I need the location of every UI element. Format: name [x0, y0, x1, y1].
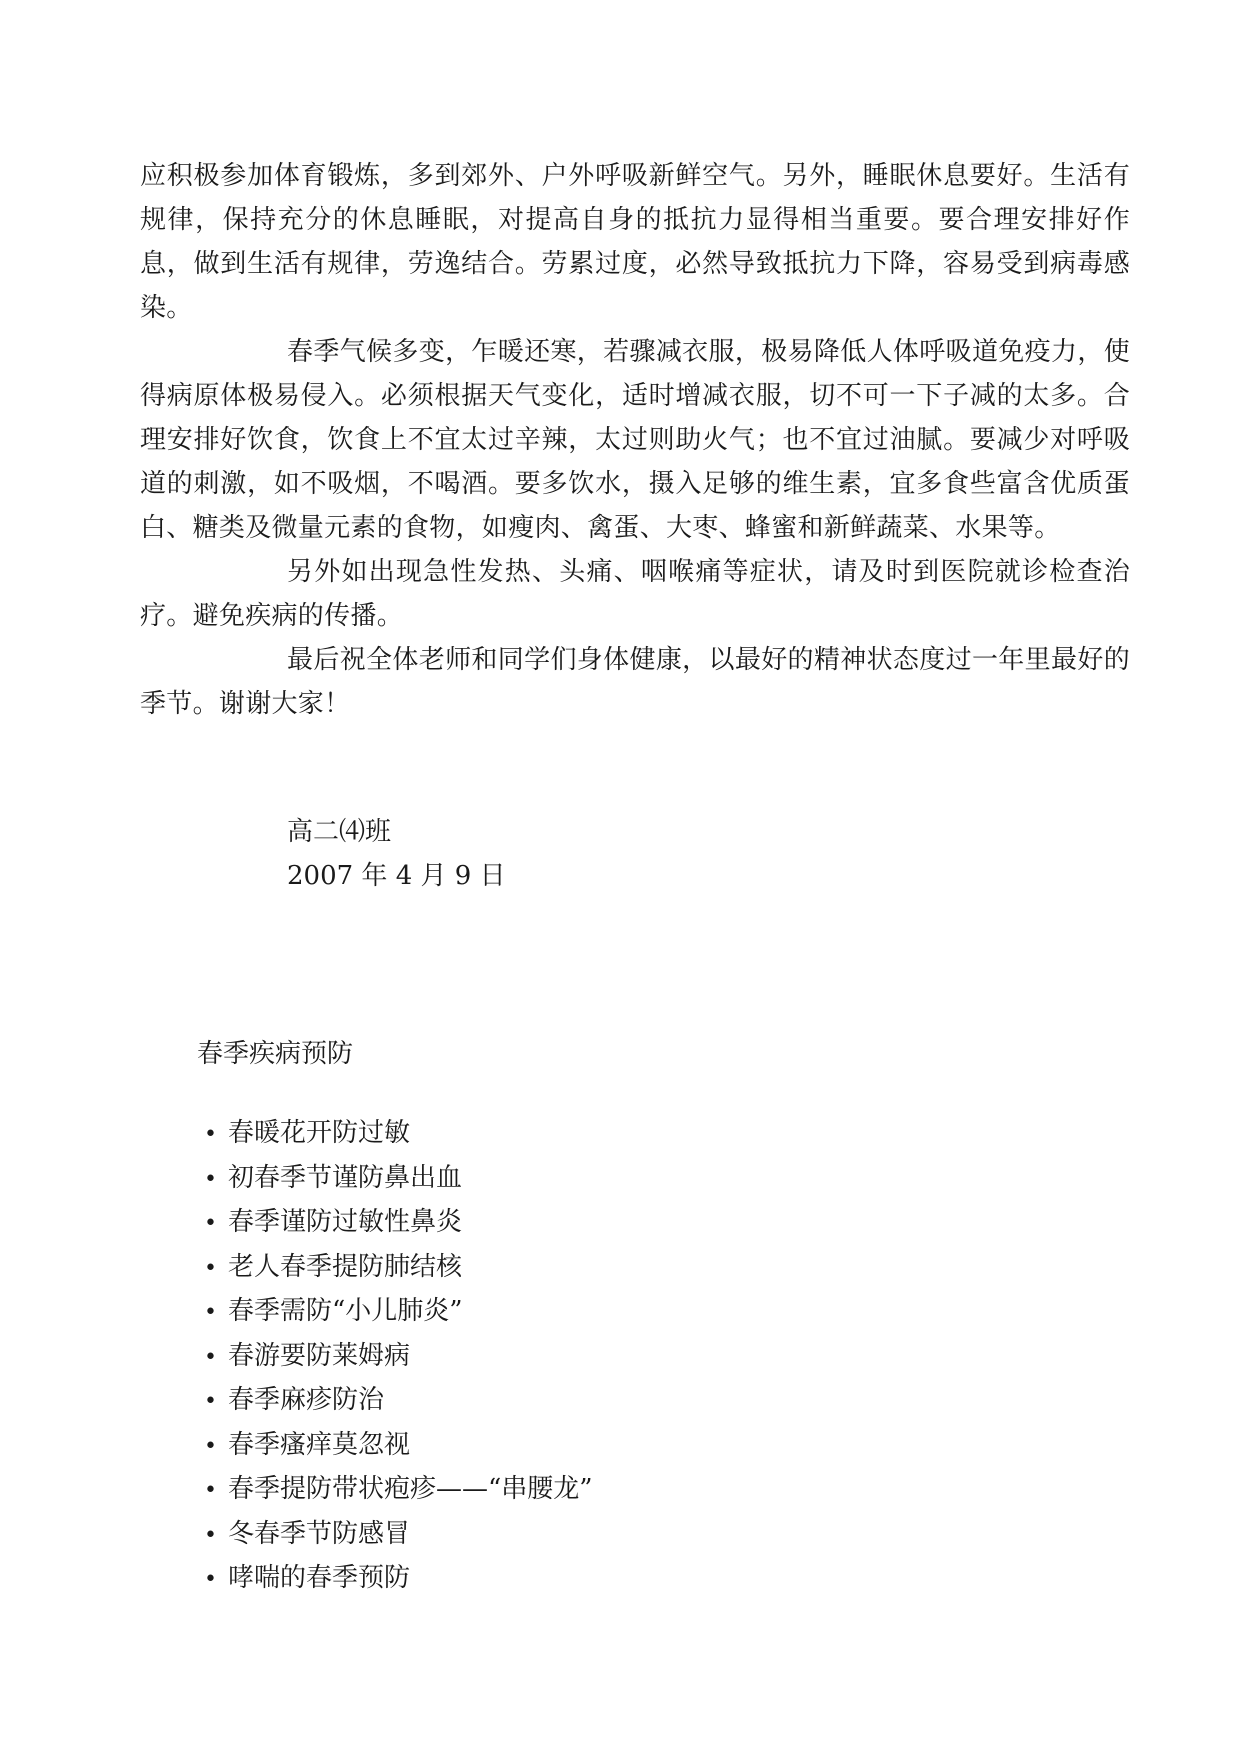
signature-block	[287, 810, 506, 898]
list-item	[204, 1246, 593, 1291]
bullet-icon: •	[204, 1255, 217, 1281]
bullet-icon: •	[204, 1478, 217, 1503]
list-item	[204, 1290, 593, 1335]
list-item-text: 哮喘的春季预防	[228, 1563, 411, 1593]
list-item	[204, 1424, 593, 1469]
list-item-text: 春季瘙痒莫忽视	[228, 1429, 411, 1460]
list-item	[204, 1468, 593, 1513]
list-item-text: 春季需防“小儿肺炎”	[228, 1296, 463, 1326]
list-item-text: 老人春季提防肺结核	[228, 1251, 463, 1282]
bullet-icon: •	[204, 1211, 217, 1236]
list-item	[204, 1335, 593, 1380]
paragraph-4: 最后祝全体老师和同学们身体健康，以最好的精神状态度过一年里最好的季节。谢谢大家！	[140, 645, 1130, 719]
list-item	[204, 1557, 593, 1602]
list-item-text: 初春季节谨防鼻出血	[228, 1162, 463, 1193]
paragraph-1: 应积极参加体育锻炼，多到郊外、户外呼吸新鲜空气。另外，睡眠休息要好。生活有规律，保持充分的休息睡眠，对提高自身的抵抗力显得相当重要。要合理安排好作息，做到生活有规律，劳逸结合。劳累过度，必然导致抵抗力下降，容易受到病毒感染。	[140, 161, 1130, 323]
body-text	[140, 154, 1130, 726]
signature-class: 高二⑷班	[287, 817, 392, 847]
bullet-icon: •	[204, 1433, 217, 1459]
list-title: 春季疾病预防	[197, 1039, 354, 1069]
bullet-icon: •	[204, 1389, 217, 1414]
paragraph-2: 春季气候多变，乍暖还寒，若骤减衣服，极易降低人体呼吸道免疫力，使得病原体极易侵入。必须根据天气变化，适时增减衣服，切不可一下子减的太多。合理安排好饮食，饮食上不宜太过辛辣，太过则助火气；也不宜过油腻。要减少对呼吸道的刺激，如不吸烟，不喝酒。要多饮水，摄入足够的维生素，宜多食些富含优质蛋白、糖类及微量元素的食物，如瘦肉、禽蛋、大枣、蜂蜜和新鲜蔬菜、水果等。	[140, 337, 1130, 543]
list-item-text: 春暖花开防过敏	[228, 1118, 411, 1148]
list-item-text: 冬春季节防感冒	[228, 1518, 411, 1549]
list-item-text: 春季提防带状疱疹——“串腰龙”	[228, 1474, 593, 1504]
bullet-icon: •	[204, 1122, 217, 1147]
bullet-icon: •	[204, 1166, 217, 1192]
bullet-icon: •	[204, 1522, 217, 1548]
prevention-list	[204, 1112, 593, 1602]
bullet-icon: •	[204, 1344, 217, 1370]
list-item	[204, 1513, 593, 1558]
list-item	[204, 1379, 593, 1424]
list-item	[204, 1201, 593, 1246]
paragraph-3: 另外如出现急性发热、头痛、咽喉痛等症状，请及时到医院就诊检查治疗。避免疾病的传播。	[140, 557, 1130, 631]
signature-date: 2007 年 4 月 9 日	[287, 861, 506, 891]
bullet-icon: •	[204, 1567, 217, 1592]
list-item-text: 春季麻疹防治	[228, 1385, 385, 1415]
list-item	[204, 1157, 593, 1202]
bullet-icon: •	[204, 1300, 217, 1325]
list-item	[204, 1112, 593, 1157]
list-item-text: 春季谨防过敏性鼻炎	[228, 1207, 463, 1237]
list-item-text: 春游要防莱姆病	[228, 1340, 411, 1371]
